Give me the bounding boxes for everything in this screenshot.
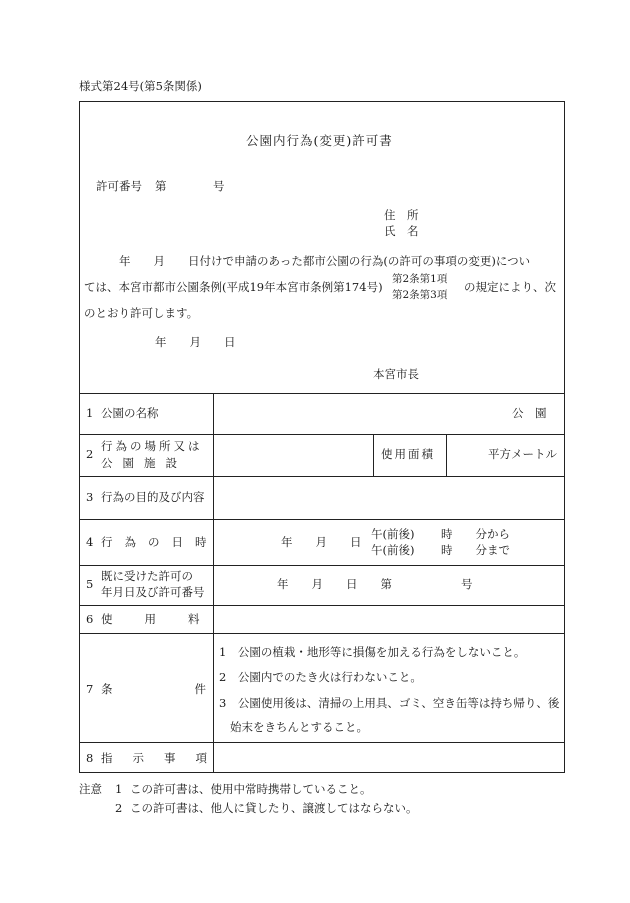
row-5-value: 年 月 日 第 号 [277,577,473,591]
permit-number-dai: 第 [155,179,167,193]
row-6-label: 使用料 [101,612,232,626]
row-6-number: 6 [86,612,94,626]
row-7-label: 条件 [101,682,288,696]
recipient-address-label: 住 所 [384,208,419,222]
issue-date: 年 月 日 [155,335,236,349]
condition-3-cont: 始末をきちんとすること。 [230,720,368,734]
row-3-label: 行為の目的及び内容 [101,490,205,504]
row-4-date: 年 月 日 [281,535,362,549]
row-2-number: 2 [86,447,94,461]
area-unit: 平方メートル [488,447,557,461]
row-7-number: 7 [86,682,94,696]
row-8-number: 8 [86,751,94,765]
row-4-from-ampm: 午(前後) [371,527,415,541]
row-4-from-time: 時 分から [441,527,510,541]
row-5-label-line-1: 既に受けた許可の [101,569,193,583]
permit-number-label: 許可番号 [96,179,142,193]
row-4-number: 4 [86,535,94,549]
body-text-line-2: ては、本宮市都市公園条例(平成19年本宮市条例第174号) [84,280,383,294]
condition-1: 1 公園の植栽・地形等に損傷を加える行為をしないこと。 [219,645,526,659]
row-5-number: 5 [86,577,94,591]
permit-number-go: 号 [213,179,225,193]
row-8-label: 指示事項 [101,751,227,765]
condition-2: 2 公園内でのたき火は行わないこと。 [219,670,422,684]
body-text-line-1: 年 月 日付けで申請のあった都市公園の行為(の許可の事項の変更)につい [119,254,531,268]
condition-3: 3 公園使用後は、清掃の上用具、ゴミ、空き缶等は持ち帰り、後 [219,696,560,710]
body-text-line-3: のとおり許可します。 [84,306,199,320]
clause-option-1: 第2条第1項 [392,273,448,285]
row-3-number: 3 [86,490,94,504]
row-2-label-line-2: 公園施設 [101,456,187,470]
notes-heading: 注意 [79,782,102,796]
row-2-label-line-1: 行為の場所又は [101,439,203,453]
row-1-label: 公園の名称 [101,406,159,420]
row-4-label: 行為の日時 [101,535,219,549]
document-title: 公園内行為(変更)許可書 [246,133,393,148]
note-2: この許可書は、他人に貸したり、譲渡してはならない。 [130,801,418,815]
row-4-to-time: 時 分まで [441,543,510,557]
area-label: 使用面積 [381,447,435,461]
body-text-line-2-end: の規定により、次 [464,280,556,294]
recipient-name-label: 氏 名 [384,224,419,238]
issuer-name: 本宮市長 [373,367,419,381]
row-1-value: 公 園 [512,406,547,420]
clause-option-2: 第2条第3項 [392,289,448,301]
note-1: この許可書は、使用中常時携帯していること。 [130,782,372,796]
note-1-number: 1 [115,782,123,796]
note-2-number: 2 [115,801,123,815]
row-4-to-ampm: 午(前後) [371,543,415,557]
row-1-number: 1 [86,406,94,420]
form-number-label: 様式第24号(第5条関係) [79,79,202,93]
row-5-label-line-2: 年月日及び許可番号 [101,585,205,599]
